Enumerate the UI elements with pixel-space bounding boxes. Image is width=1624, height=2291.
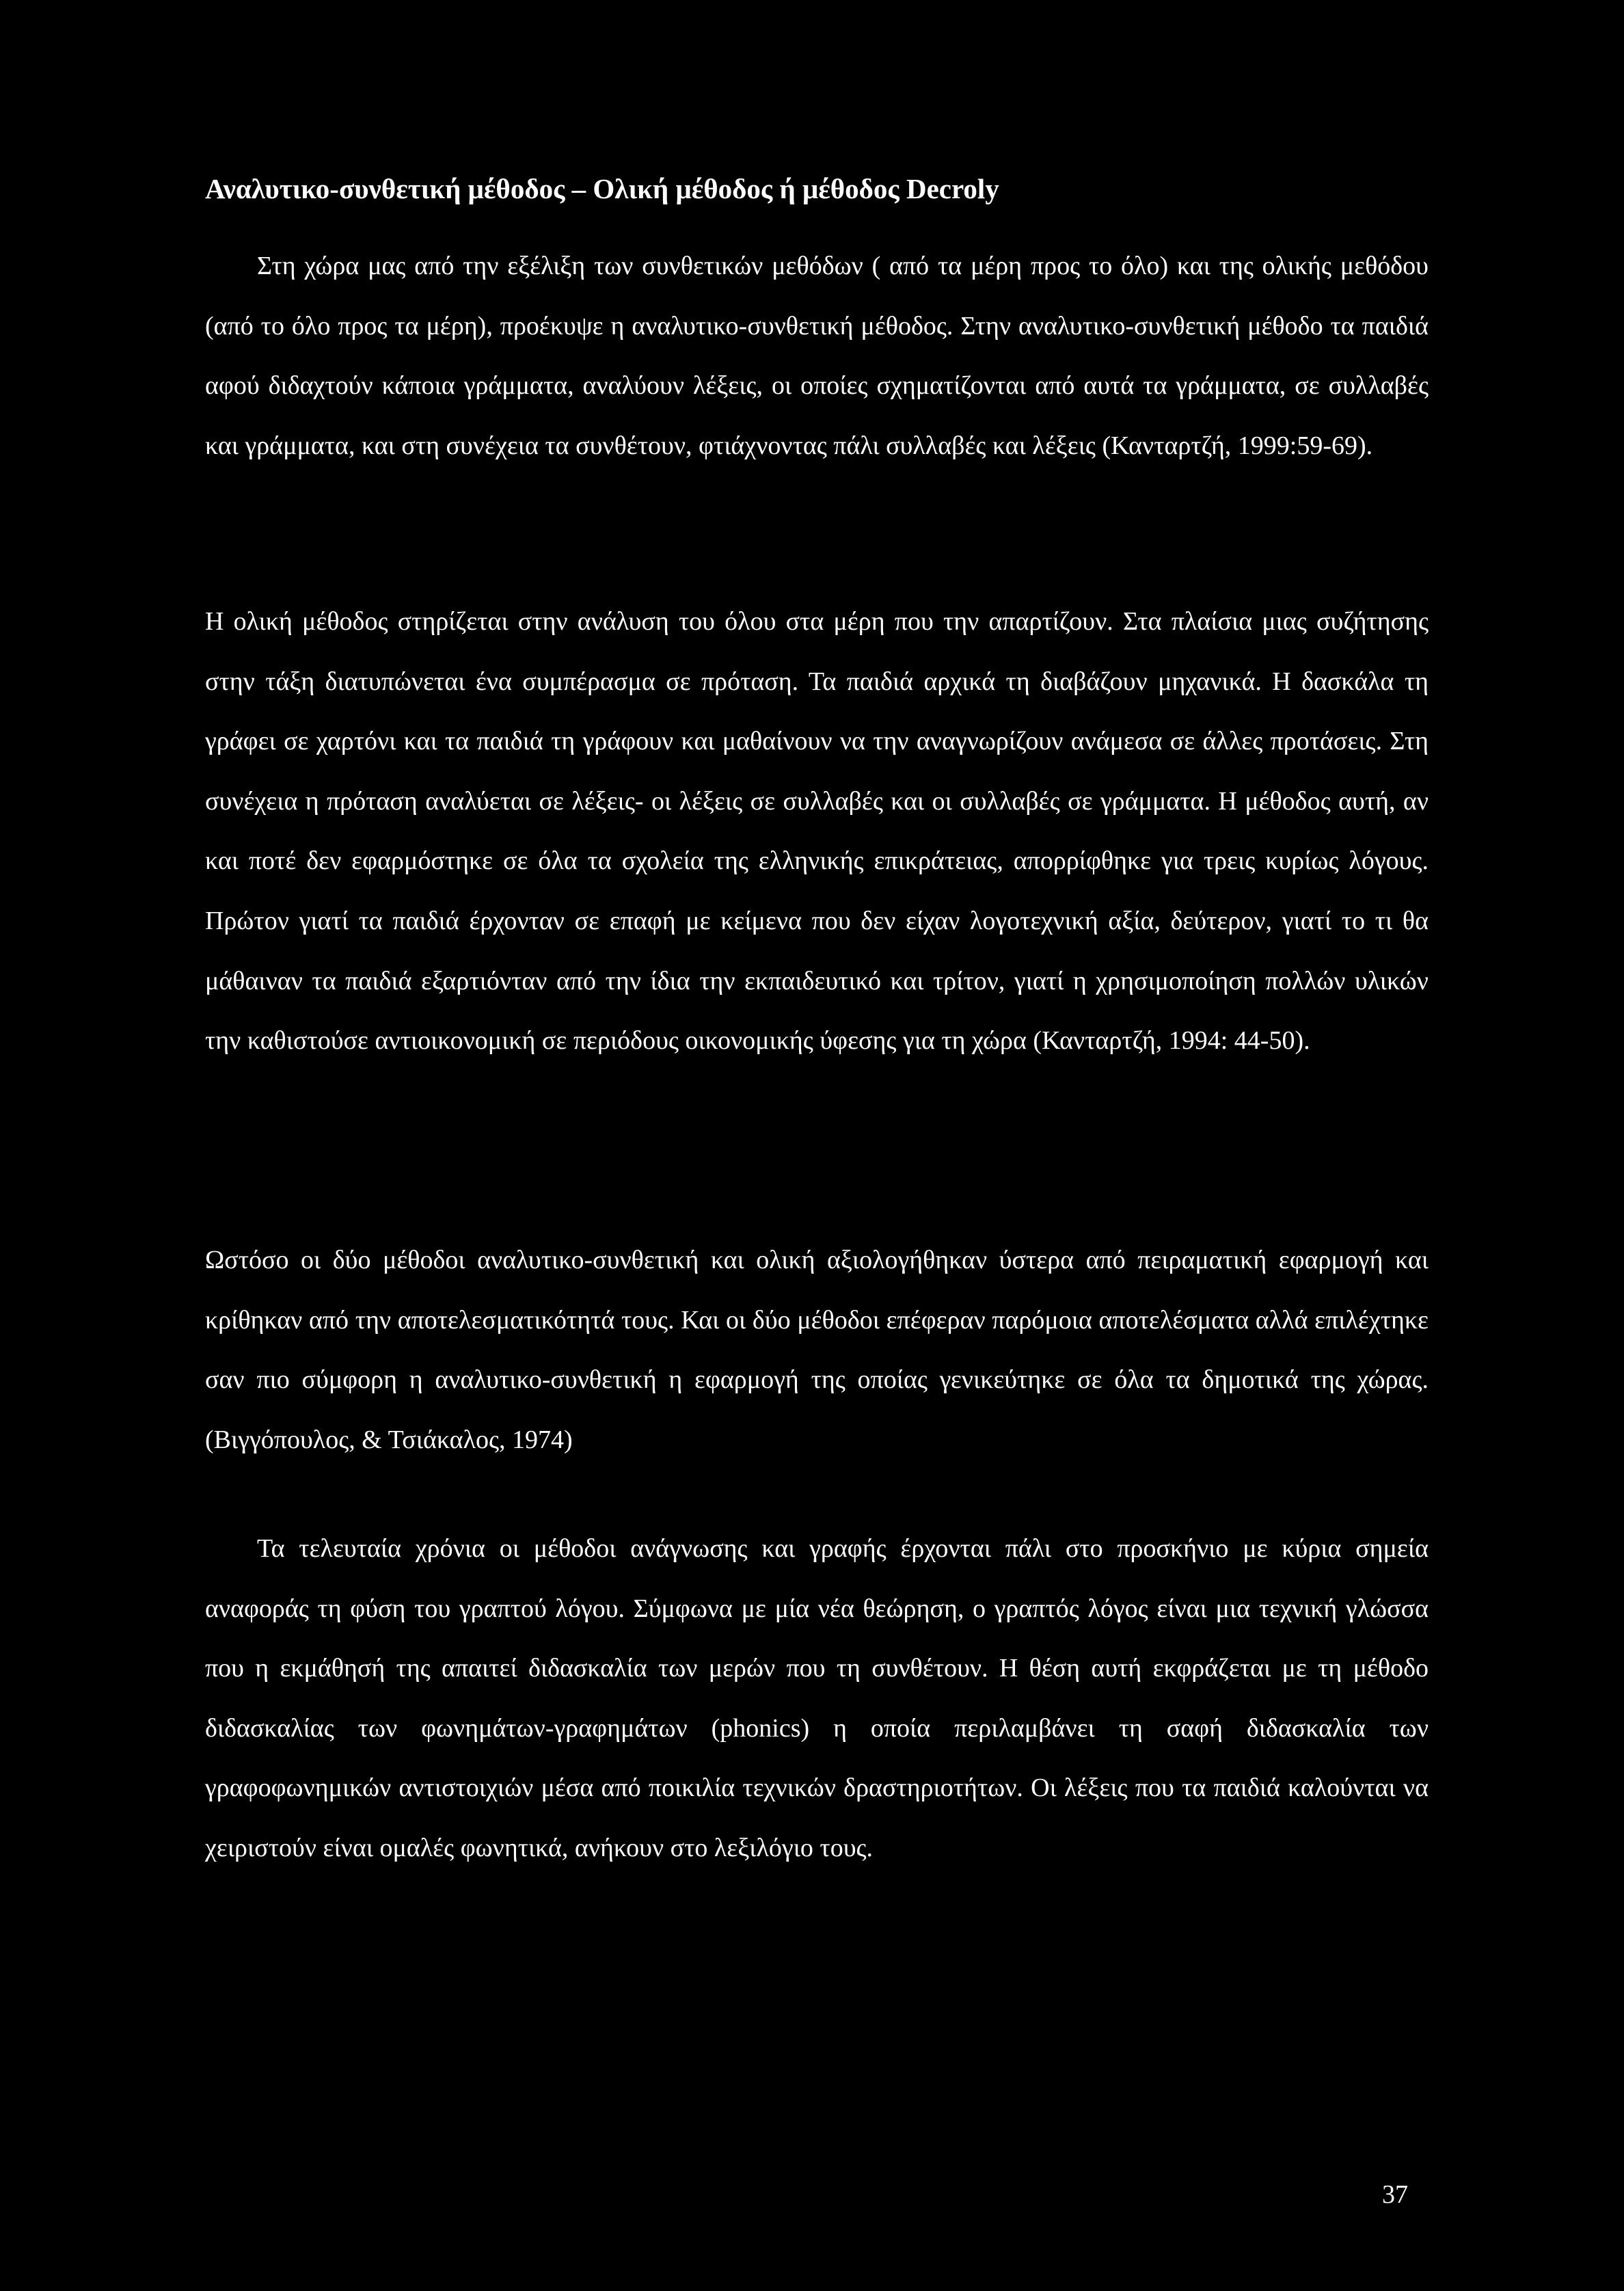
page-number: 37 xyxy=(1382,2180,1408,2209)
section-heading: Αναλυτικο-συνθετική μέθοδος – Ολική μέθοδος ή μέθοδος Decroly xyxy=(205,173,999,204)
paragraph-analytic-synthetic: Στη χώρα μας από την εξέλιξη των συνθετικών μεθόδων ( από τα μέρη προς το όλο) και της ολικής μεθόδου (από το όλο προς τα μέρη), προέκυψε η αναλυτικο-συνθετική μέθοδος. Στην αναλυτικο-συνθετική μέθοδο τα παιδιά αφού διδαχτούν κάποια γράμματα, αναλύουν λέξεις, οι οποίες σχηματίζονται από αυτά τα γράμματα, σε συλλαβές και γράμματα, και στη συνέχεια τα συνθέτουν, φτιάχνοντας πάλι συλλαβές και λέξεις (Κανταρτζή, 1999:59-69). xyxy=(205,252,1429,460)
paragraph-evaluation: Ωστόσο οι δύο μέθοδοι αναλυτικο-συνθετική και ολική αξιολογήθηκαν ύστερα από πειραματική εφαρμογή και κρίθηκαν από την αποτελεσματικότητά τους. Και οι δύο μέθοδοι επέφεραν παρόμοια αποτελέσματα αλλά επιλέχτηκε σαν πιο σύμφορη η αναλυτικο-συνθετική η εφαρμογή της οποίας γενικεύτηκε σε όλα τα δημοτικά της χώρας.(Βιγγόπουλος, & Τσιάκαλος, 1974) xyxy=(205,1246,1429,1454)
paragraph-phonics: Τα τελευταία χρόνια οι μέθοδοι ανάγνωσης και γραφής έρχονται πάλι στο προσκήνιο με κύρια σημεία αναφοράς τη φύση του γραπτού λόγου. Σύμφωνα με μία νέα θεώρηση, ο γραπτός λόγος είναι μια τεχνική γλώσσα που η εκμάθησή της απαιτεί διδασκαλία των μερών που τη συνθέτουν. Η θέση αυτή εκφράζεται με τη μέθοδο διδασκαλίας των φωνημάτων-γραφημάτων (phonics) η οποία περιλαμβάνει τη σαφή διδασκαλία των γραφοφωνημικών αντιστοιχιών μέσα από ποικιλία τεχνικών δραστηριοτήτων. Οι λέξεις που τα παιδιά καλούνται να χειριστούν είναι ομαλές φωνητικά, ανήκουν στο λεξιλόγιο τους. xyxy=(205,1534,1429,1862)
paragraph-whole-method: Η ολική μέθοδος στηρίζεται στην ανάλυση του όλου στα μέρη που την απαρτίζουν. Στα πλαίσια μιας συζήτησης στην τάξη διατυπώνεται ένα συμπέρασμα σε πρόταση. Τα παιδιά αρχικά τη διαβάζουν μηχανικά. Η δασκάλα τη γράφει σε χαρτόνι και τα παιδιά τη γράφουν και μαθαίνουν να την αναγνωρίζουν ανάμεσα σε άλλες προτάσεις. Στη συνέχεια η πρόταση αναλύεται σε λέξεις- οι λέξεις σε συλλαβές και οι συλλαβές σε γράμματα. Η μέθοδος αυτή, αν και ποτέ δεν εφαρμόστηκε σε όλα τα σχολεία της ελληνικής επικράτειας, απορρίφθηκε για τρεις κυρίως λόγους. Πρώτον γιατί τα παιδιά έρχονταν σε επαφή με κείμενα που δεν είχαν λογοτεχνική αξία, δεύτερον, γιατί το τι θα μάθαιναν τα παιδιά εξαρτιόνταν από την ίδια την εκπαιδευτικό και τρίτον, γιατί η χρησιμοποίηση πολλών υλικών την καθιστούσε αντιοικονομική σε περιόδους οικονομικής ύφεσης για τη χώρα (Κανταρτζή, 1994: 44-50). xyxy=(205,607,1429,1056)
